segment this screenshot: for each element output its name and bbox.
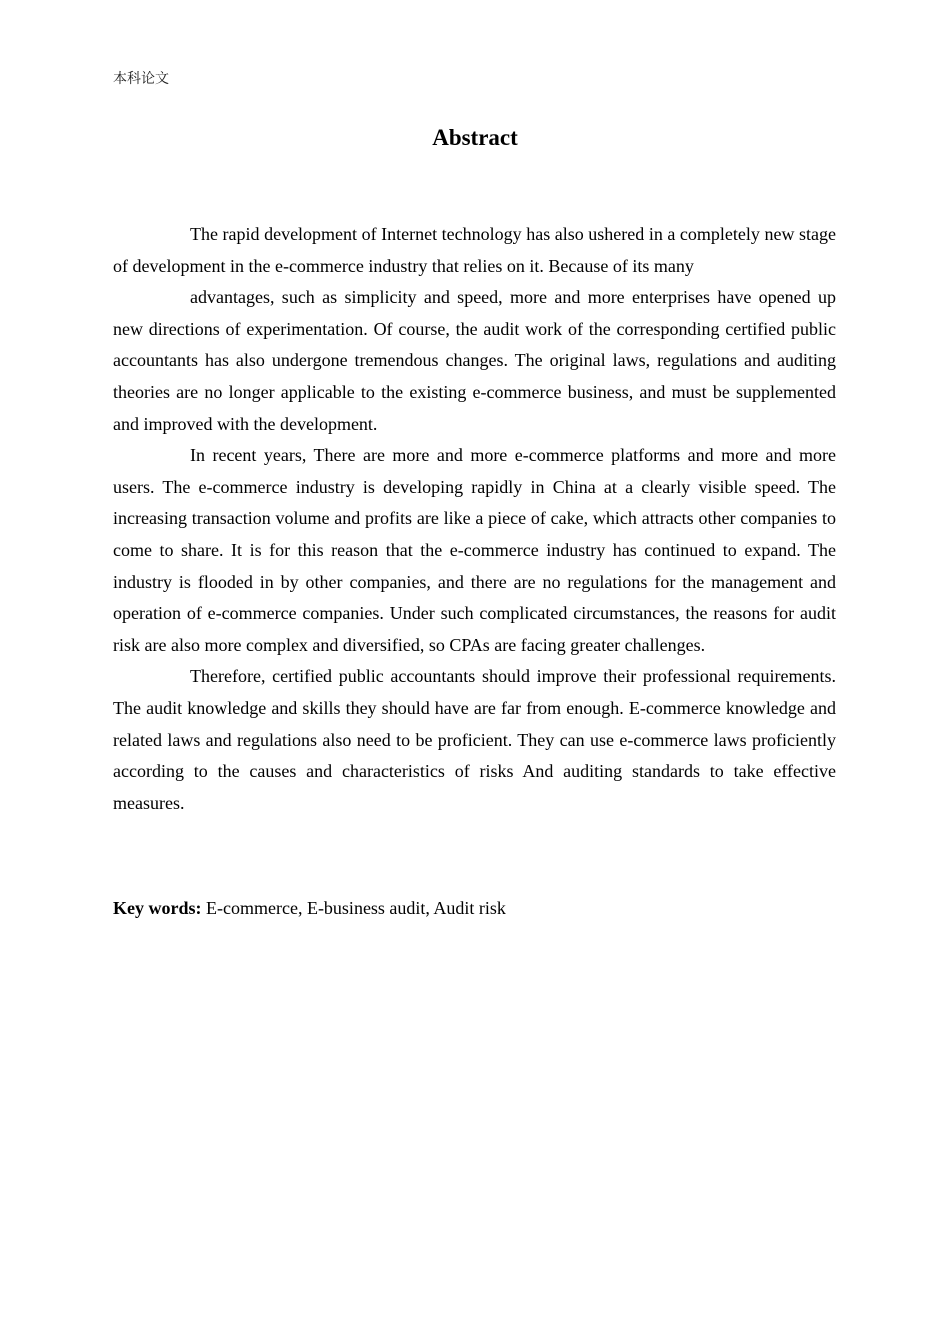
abstract-body [113,219,836,819]
abstract-title: Abstract [432,125,518,150]
keywords-label: Key words: [113,898,202,918]
page-header: 本科论文 [113,71,169,87]
keywords-line [113,893,836,924]
abstract-paragraph-1a: The rapid development of Internet technology has also ushered in a completely new stage of development in the e-commerce industry that relies on it. Because of its many [113,224,836,276]
keywords-value: E-commerce, E-business audit, Audit risk [201,898,506,918]
abstract-paragraph-3: Therefore, certified public accountants should improve their professional requirements. The audit knowledge and skills they should have are far from enough. E-commerce knowledge and related laws and regulations also need to be proficient. They can use e-commerce laws proficiently according to the causes and characteristics of risks And auditing standards to take effective measures. [113,666,836,813]
abstract-paragraph-1b: advantages, such as simplicity and speed, more and more enterprises have opened up new directions of experimentation. Of course, the audit work of the corresponding certified public accountants has also undergone tremendous changes. The original laws, regulations and auditing theories are no longer applicable to the existing e-commerce business, and must be supplemented and improved with the development. [113,287,836,434]
abstract-paragraph-2: In recent years, There are more and more e-commerce platforms and more and more users. The e-commerce industry is developing rapidly in China at a clearly visible speed. The increasing transaction volume and profits are like a piece of cake, which attracts other companies to come to share. It is for this reason that the e-commerce industry has continued to expand. The industry is flooded in by other companies, and there are no regulations for the management and operation of e-commerce companies. Under such complicated circumstances, the reasons for audit risk are also more complex and diversified, so CPAs are facing greater challenges. [113,445,836,655]
